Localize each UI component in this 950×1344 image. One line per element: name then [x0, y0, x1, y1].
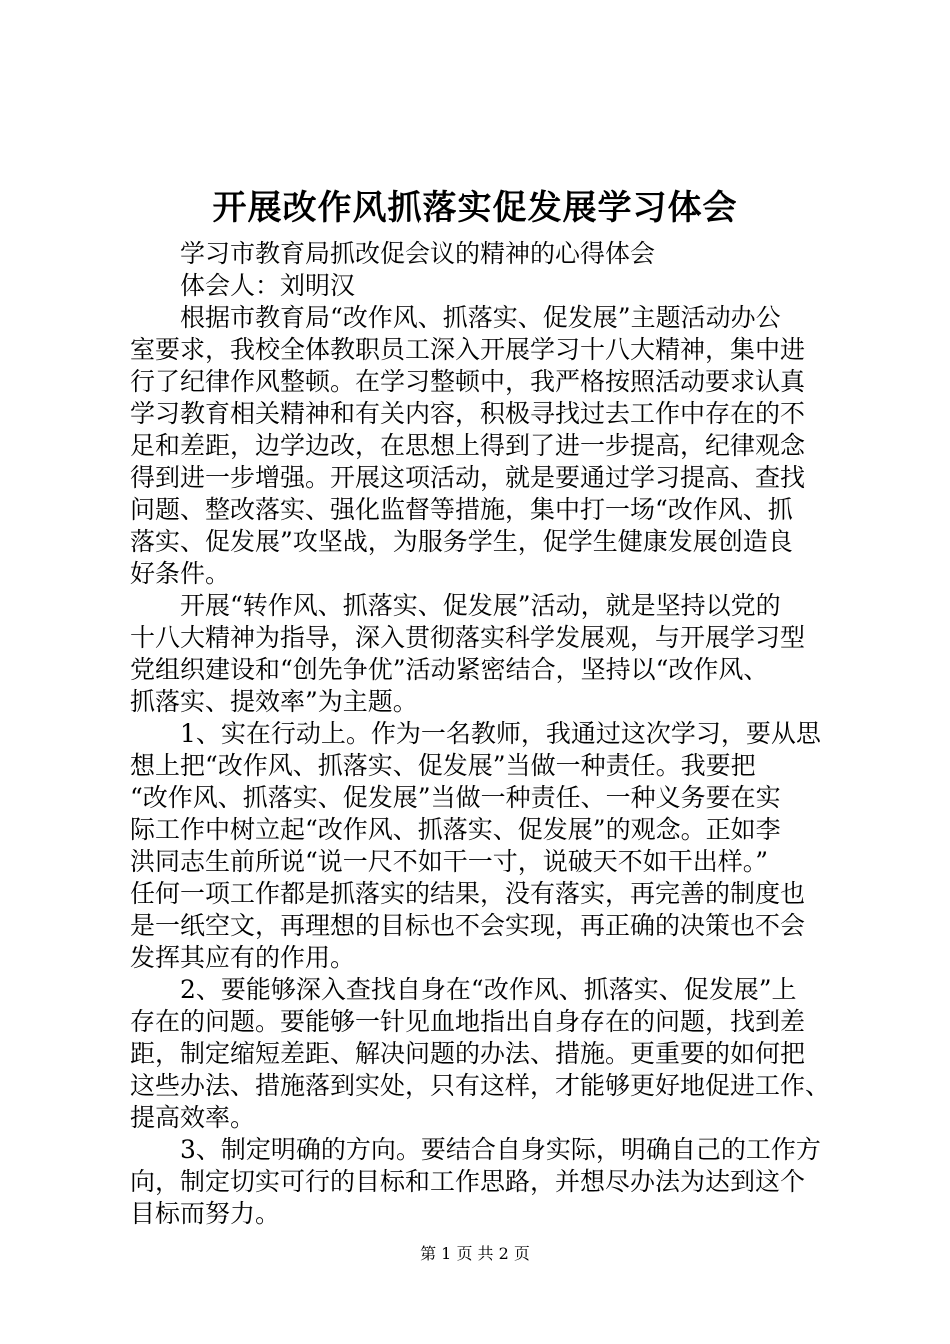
- paragraph-line: 2、要能够深入查找自身在“改作风、抓落实、促发展”上: [180, 975, 797, 1004]
- paragraph-line: 党组织建设和“创先争优”活动紧密结合，坚持以“改作风、: [130, 655, 769, 684]
- document-title: 开展改作风抓落实促发展学习体会: [212, 188, 738, 228]
- paragraph-line: 发挥其应有的作用。: [130, 943, 356, 972]
- paragraph: [130, 1134, 830, 1230]
- paragraph: [130, 302, 830, 590]
- paragraph-line: 问题、整改落实、强化监督等措施，集中打一场“改作风、抓: [130, 495, 793, 524]
- paragraph-line: 十八大精神为指导，深入贯彻落实科学发展观，与开展学习型: [130, 623, 806, 652]
- paragraph-line: 室要求，我校全体教职员工深入开展学习十八大精神，集中进: [130, 335, 806, 364]
- paragraph-line: 抓落实、提效率”为主题。: [130, 687, 418, 716]
- subtitle-line: 学习市教育局抓改促会议的精神的心得体会: [180, 239, 656, 268]
- paragraph: [130, 718, 830, 974]
- paragraph-line: 是一纸空文，再理想的目标也不会实现，再正确的决策也不会: [130, 911, 806, 940]
- paragraph-line: 这些办法、措施落到实处，只有这样，才能够更好地促进工作、: [130, 1071, 830, 1100]
- paragraph-line: 任何一项工作都是抓落实的结果，没有落实，再完善的制度也: [130, 879, 806, 908]
- paragraph-line: 存在的问题。要能够一针见血地指出自身存在的问题，找到差: [130, 1007, 806, 1036]
- author-line: 体会人：刘明汉: [180, 271, 356, 300]
- paragraph-line: “改作风、抓落实、促发展”当做一种责任、一种义务要在实: [130, 783, 781, 812]
- paragraph-line: 目标而努力。: [130, 1199, 281, 1228]
- paragraph-line: 1、实在行动上。作为一名教师，我通过这次学习，要从思: [180, 719, 821, 748]
- paragraph-line: 落实、促发展”攻坚战，为服务学生，促学生健康发展创造良: [130, 527, 793, 556]
- page-footer: 第 1 页 共 2 页: [420, 1244, 530, 1263]
- paragraph-line: 好条件。: [130, 559, 231, 588]
- paragraph-line: 根据市教育局“改作风、抓落实、促发展”主题活动办公: [180, 303, 781, 332]
- paragraph-line: 向，制定切实可行的目标和工作思路，并想尽办法为达到这个: [130, 1167, 806, 1196]
- paragraph-line: 提高效率。: [130, 1103, 256, 1132]
- paragraph-line: 3、制定明确的方向。要结合自身实际，明确自己的工作方: [180, 1135, 821, 1164]
- paragraph: [130, 590, 830, 718]
- paragraph-line: 距，制定缩短差距、解决问题的办法、措施。更重要的如何把: [130, 1039, 806, 1068]
- paragraph-line: 学习教育相关精神和有关内容，积极寻找过去工作中存在的不: [130, 399, 806, 428]
- document-body: [130, 238, 830, 1230]
- paragraph-line: 开展“转作风、抓落实、促发展”活动，就是坚持以党的: [180, 591, 781, 620]
- paragraphs: [130, 302, 830, 1230]
- paragraph-line: 际工作中树立起“改作风、抓落实、促发展”的观念。正如李: [130, 815, 781, 844]
- paragraph-line: 行了纪律作风整顿。在学习整顿中，我严格按照活动要求认真: [130, 367, 806, 396]
- paragraph-line: 想上把“改作风、抓落实、促发展”当做一种责任。我要把: [130, 751, 756, 780]
- paragraph-line: 足和差距，边学边改，在思想上得到了进一步提高，纪律观念: [130, 431, 806, 460]
- paragraph-line: 得到进一步增强。开展这项活动，就是要通过学习提高、查找: [130, 463, 806, 492]
- paragraph: [130, 974, 830, 1134]
- paragraph-line: 洪同志生前所说“说一尺不如干一寸，说破天不如干出样。”: [130, 847, 769, 876]
